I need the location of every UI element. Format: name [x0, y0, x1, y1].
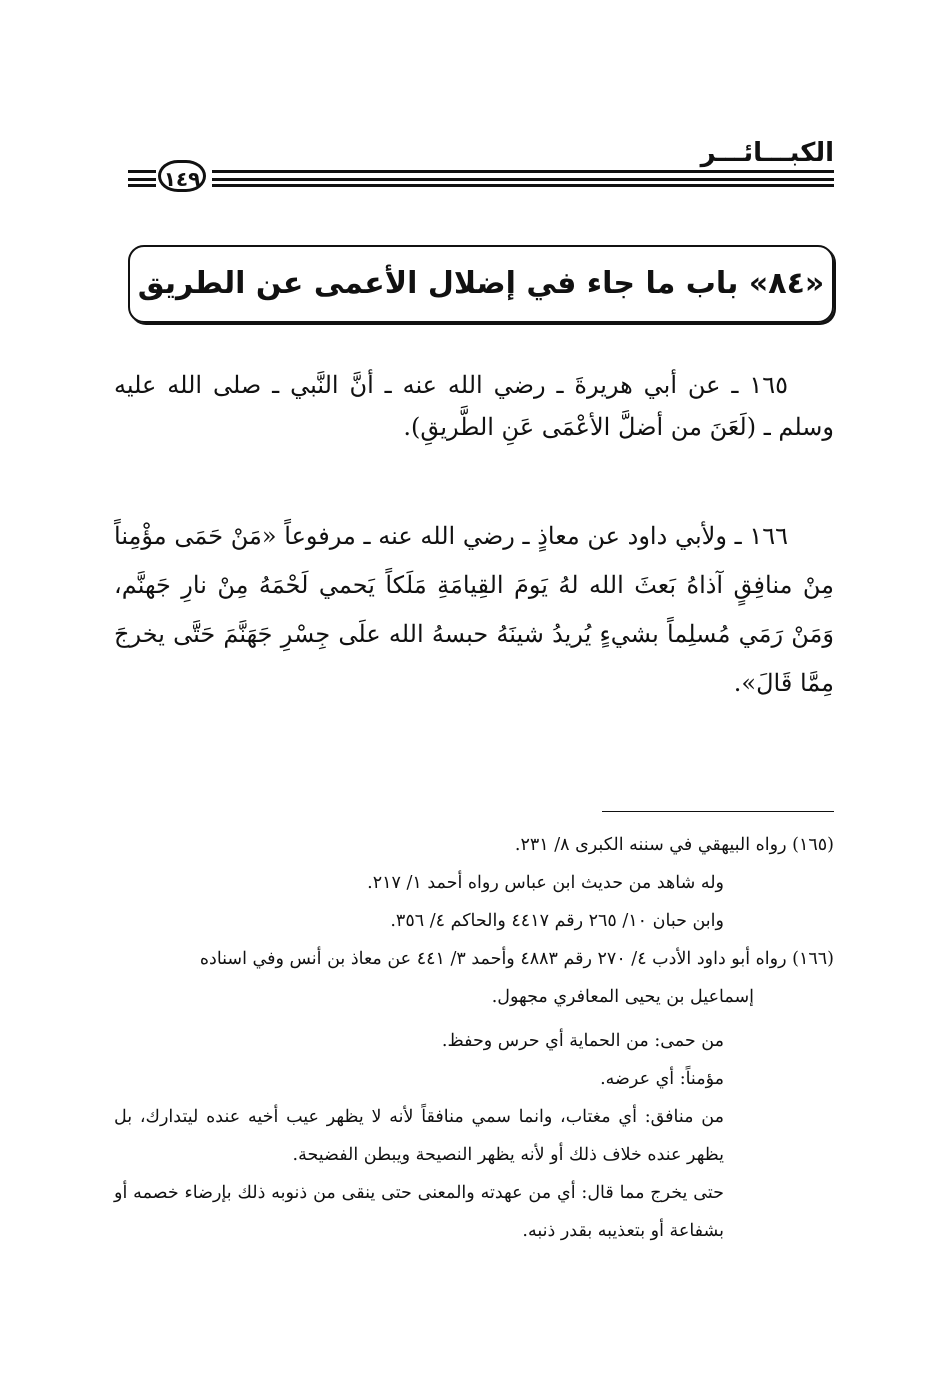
header-rule	[128, 170, 156, 173]
footnote-separator	[602, 811, 834, 812]
hadith-text: ١٦٥ ـ عن أبي هريرةَ ـ رضي الله عنه ـ أنَّ النَّبي ـ صلى الله عليه وسلم ـ (لَعَنَ من أضلَّ الأعْمَى عَنِ الطَّريقِ).	[114, 371, 834, 441]
header-rule	[128, 178, 156, 181]
footnote-166: (١٦٦) رواه أبو داود الأدب ٤/ ٢٧٠ رقم ٤٨٨٣ وأحمد ٣/ ٤٤١ عن معاذ بن أنس وفي اسناده	[199, 949, 834, 969]
gloss-munafiq: من منافق: أي مغتاب، وانما سمي منافقاً لأنه لا يظهر عيب أخيه عنده ليتدارك، بل يظهر عنده خلاف ذلك أو لأنه يظهر النصيحة ويبطن الفضيحة.	[114, 1107, 724, 1165]
header-rule	[212, 184, 834, 187]
header-rule	[212, 170, 834, 173]
gloss-hama: من حمى: من الحماية أي حرس وحفظ.	[441, 1031, 724, 1051]
footnote-166-line: إسماعيل بن يحيى المعافري مجهول.	[491, 987, 754, 1007]
footnotes	[114, 826, 834, 1250]
footnote-165-line: وابن حبان ١٠/ ٢٦٥ رقم ٤٤١٧ والحاكم ٤/ ٣٥٦.	[390, 911, 724, 931]
page-number: ١٤٩	[158, 160, 206, 192]
chapter-title	[130, 247, 832, 321]
chapter-number: «٨٤»	[748, 266, 825, 301]
footnote-165-line: وله شاهد من حديث ابن عباس رواه أحمد ١/ ٢١٧.	[367, 873, 724, 893]
hadith-text: ١٦٦ ـ ولأبي داود عن معاذٍ ـ رضي الله عنه ـ مرفوعاً «مَنْ حَمَى مؤْمِناً مِنْ منافِقٍ آذاهُ بَعثَ الله لهُ يَومَ القِيامَةِ مَلَكاً يَحمي لَحْمَهُ مِنْ نارِ جَهنَّم، وَمَنْ رَمَي مُسلِماً بشيءٍ يُريدُ شينَهُ حبسهُ الله علَى جِسْرِ جَهَنَّمَ حَتَّى يخرجَ مِمَّا قَالَ».	[114, 522, 834, 697]
hadith-166	[114, 512, 834, 708]
gloss-mumin: مؤمناً: أي عرضه.	[600, 1069, 724, 1089]
chapter-title-text: باب ما جاء في إضلال الأعمى عن الطريق	[137, 266, 739, 301]
footnote-165: (١٦٥) رواه البيهقي في سننه الكبرى ٨/ ٢٣١.	[514, 835, 834, 855]
chapter-heading-box	[128, 245, 834, 323]
header-rule	[128, 184, 156, 187]
hadith-165	[114, 364, 834, 448]
running-title: الكبـــائـــر	[700, 138, 834, 168]
header-rule	[212, 178, 834, 181]
gloss-yakhruj: حتى يخرج مما قال: أي من عهدته والمعنى حتى ينقى من ذنوبه ذلك بإرضاء خصمه أو بشفاعة أو بتعذيبه بقدر ذنبه.	[114, 1183, 724, 1241]
